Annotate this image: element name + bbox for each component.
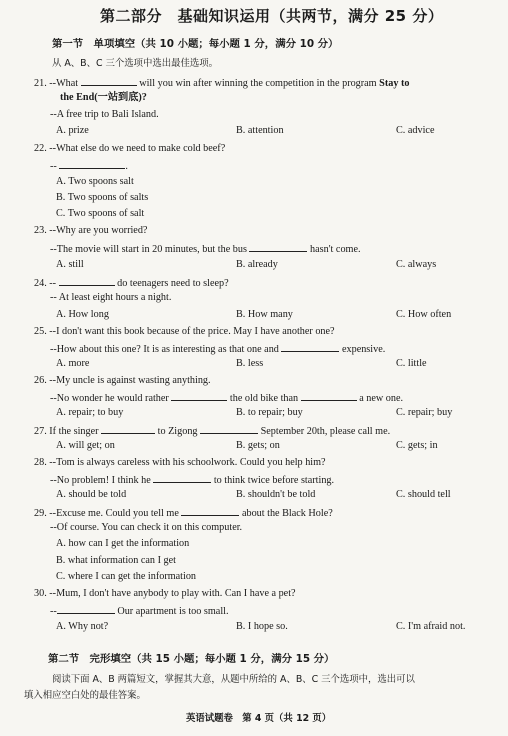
question-22-option-b: B. Two spoons of salts: [56, 192, 149, 203]
question-29-stem: 29. --Excuse me. Could you tell me about the Black Hole?: [34, 505, 333, 520]
answer-blank: [101, 423, 155, 434]
answer-blank: [59, 275, 115, 286]
question-27-stem: 27. If the singer to Zigong September 20th, please call me.: [34, 423, 390, 438]
answer-blank: [200, 423, 258, 434]
question-22-option-a: A. Two spoons salt: [56, 176, 134, 187]
question-26-answer-line: --No wonder he would rather the old bike than a new one.: [50, 390, 403, 405]
question-23-option-b: B. already: [236, 259, 278, 270]
question-30-option-b: B. I hope so.: [236, 621, 288, 632]
question-22-stem: 22. --What else do we need to make cold beef?: [34, 143, 226, 154]
question-27-option-a: A. will get; on: [56, 440, 115, 451]
question-30-stem: 30. --Mum, I don't have anybody to play with. Can I have a pet?: [34, 588, 296, 599]
section1-instruction: 从 A、B、C 三个选项中选出最佳选项。: [52, 58, 218, 69]
question-21-option-b: B. attention: [236, 125, 284, 136]
question-24-stem: 24. -- do teenagers need to sleep?: [34, 275, 229, 290]
answer-blank: [59, 158, 125, 169]
section1-title: 第一节 单项填空（共 10 小题；每小题 1 分，满分 10 分）: [52, 38, 339, 50]
question-26-stem: 26. --My uncle is against wasting anything.: [34, 375, 211, 386]
answer-blank: [57, 603, 115, 614]
question-21-stem-cont: the End(一站到底)?: [60, 92, 147, 103]
question-24-option-a: A. How long: [56, 309, 109, 320]
question-22-answer-line: -- .: [50, 158, 128, 173]
question-25-answer-line: --How about this one? It is as interesting as that one and expensive.: [50, 341, 385, 356]
question-30-option-a: A. Why not?: [56, 621, 109, 632]
question-28-option-a: A. should be told: [56, 489, 127, 500]
question-29-option-a: A. how can I get the information: [56, 538, 190, 549]
question-29-option-c: C. where I can get the information: [56, 571, 197, 582]
answer-blank: [153, 472, 211, 483]
answer-blank: [249, 241, 307, 252]
question-25-stem: 25. --I don't want this book because of the price. May I have another one?: [34, 326, 335, 337]
section2-title: 第二节 完形填空（共 15 小题；每小题 1 分，满分 15 分）: [48, 653, 335, 665]
question-28-option-c: C. should tell: [396, 489, 451, 500]
question-21-answer-line: --A free trip to Bali Island.: [50, 109, 159, 120]
question-21-stem: 21. --What will you win after winning the competition in the program Stay to: [34, 75, 409, 90]
question-21-option-a: A. prize: [56, 125, 89, 136]
answer-blank: [181, 505, 239, 516]
question-29-option-b: B. what information can I get: [56, 555, 176, 566]
question-23-option-c: C. always: [396, 259, 437, 270]
answer-blank: [171, 390, 227, 401]
question-30-answer-line: -- Our apartment is too small.: [50, 603, 229, 618]
question-23-option-a: A. still: [56, 259, 84, 270]
question-26-option-a: A. repair; to buy: [56, 407, 124, 418]
question-28-answer-line: --No problem! I think he to think twice before starting.: [50, 472, 334, 487]
question-27-option-c: C. gets; in: [396, 440, 438, 451]
question-24-option-c: C. How often: [396, 309, 452, 320]
question-23-stem: 23. --Why are you worried?: [34, 225, 148, 236]
answer-blank: [81, 75, 137, 86]
question-25-option-c: C. little: [396, 358, 427, 369]
question-22-option-c: C. Two spoons of salt: [56, 208, 145, 219]
answer-blank: [301, 390, 357, 401]
question-24-option-b: B. How many: [236, 309, 293, 320]
section2-instruction-line2: 填入相应空白处的最佳答案。: [24, 690, 146, 701]
question-26-option-b: B. to repair; buy: [236, 407, 303, 418]
answer-blank: [281, 341, 339, 352]
question-25-option-b: B. less: [236, 358, 264, 369]
question-27-option-b: B. gets; on: [236, 440, 280, 451]
question-23-answer-line: --The movie will start in 20 minutes, but the bus hasn't come.: [50, 241, 361, 256]
part-title: 第二部分 基础知识运用（共两节，满分 25 分）: [100, 7, 444, 25]
question-21-option-c: C. advice: [396, 125, 435, 136]
question-25-option-a: A. more: [56, 358, 90, 369]
question-28-option-b: B. shouldn't be told: [236, 489, 316, 500]
question-28-stem: 28. --Tom is always careless with his schoolwork. Could you help him?: [34, 457, 326, 468]
question-26-option-c: C. repair; buy: [396, 407, 453, 418]
question-24-answer-line: -- At least eight hours a night.: [50, 292, 172, 303]
page-footer: 英语试题卷 第 4 页（共 12 页）: [186, 713, 332, 724]
question-29-answer-line: --Of course. You can check it on this computer.: [50, 522, 243, 533]
section2-instruction-line1: 阅读下面 A、B 两篇短文，掌握其大意，从题中所给的 A、B、C 三个选项中，选出可以: [52, 674, 415, 685]
question-30-option-c: C. I'm afraid not.: [396, 621, 466, 632]
